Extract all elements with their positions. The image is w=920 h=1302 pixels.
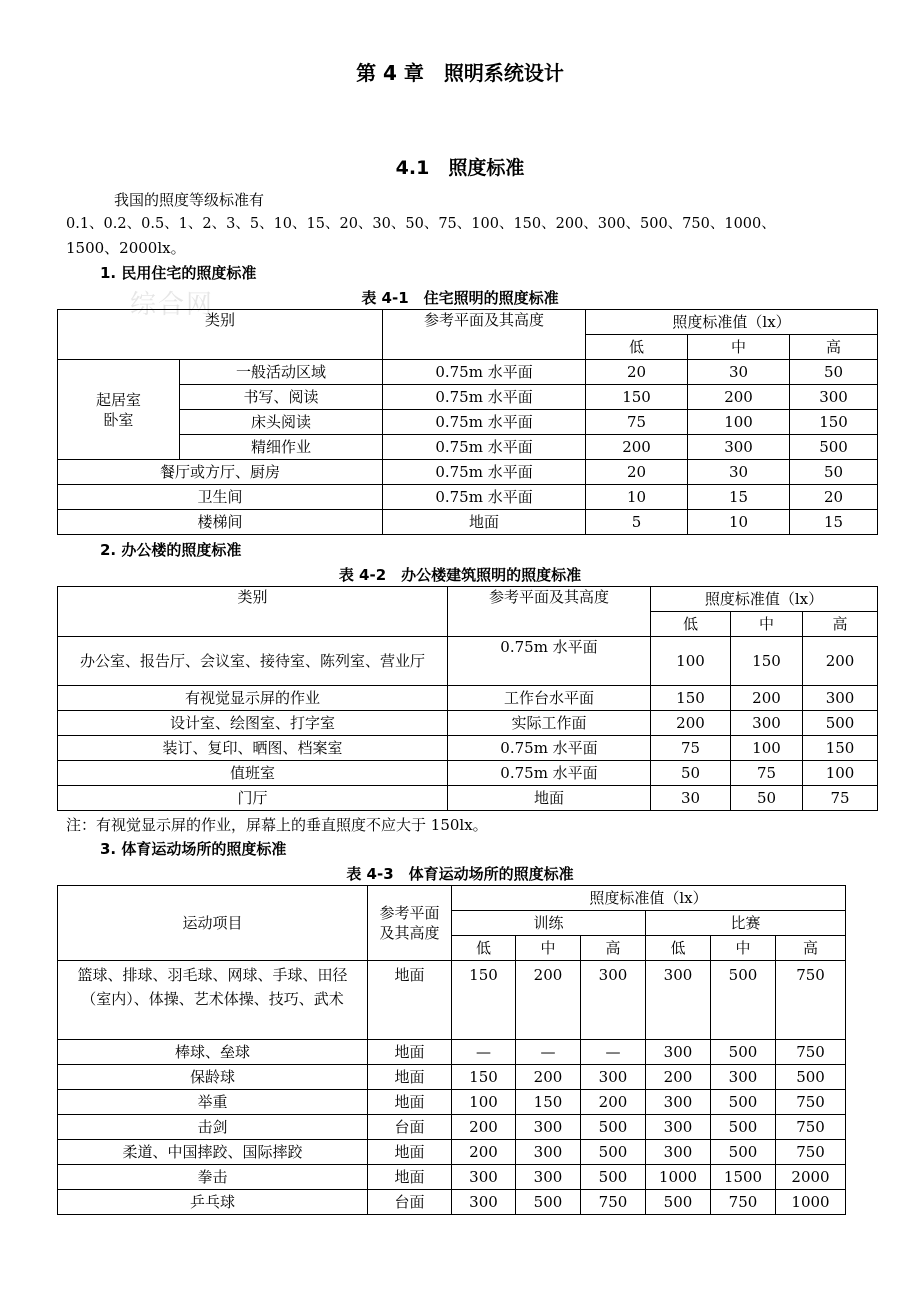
- row-training-high: 200: [581, 1090, 646, 1115]
- row-plane: 0.75m 水平面: [383, 435, 586, 460]
- table-4-3: [57, 885, 846, 1215]
- row-match-mid: 500: [711, 961, 776, 1040]
- row-mid: 100: [688, 410, 790, 435]
- table-4-1: [57, 309, 878, 535]
- section-title: 4.1 照度标准: [395, 157, 525, 179]
- row-training-high: 500: [581, 1140, 646, 1165]
- row-high: 15: [790, 510, 878, 535]
- header-training-mid: 中: [516, 936, 581, 961]
- table-row: [58, 736, 878, 761]
- header-mid: 中: [731, 612, 803, 637]
- table-row: [58, 435, 878, 460]
- row-match-low: 500: [646, 1190, 711, 1215]
- row-plane: 0.75m 水平面: [448, 637, 651, 686]
- row-low: 50: [651, 761, 731, 786]
- header-plane: 参考平面及其高度: [383, 310, 586, 360]
- row-training-high: 750: [581, 1190, 646, 1215]
- table-row: [58, 485, 878, 510]
- header-mid: 中: [688, 335, 790, 360]
- row-high: 100: [803, 761, 878, 786]
- row-name: 乒乓球: [58, 1190, 368, 1215]
- table-row: [58, 360, 878, 385]
- header-match: 比赛: [646, 911, 846, 936]
- row-match-low: 300: [646, 1040, 711, 1065]
- row-mid: 50: [731, 786, 803, 811]
- row-training-mid: 150: [516, 1090, 581, 1115]
- row-mid: 10: [688, 510, 790, 535]
- table-row: [58, 385, 878, 410]
- row-low: 20: [586, 460, 688, 485]
- heading-office: 2. 办公楼的照度标准: [100, 541, 242, 559]
- table-row: [58, 1190, 846, 1215]
- row-training-mid: 200: [516, 1065, 581, 1090]
- row-match-low: 300: [646, 1140, 711, 1165]
- row-training-mid: 200: [516, 961, 581, 1040]
- table-row: [58, 637, 878, 686]
- caption-table-4-3: 表 4-3 体育运动场所的照度标准: [346, 865, 574, 883]
- row-name: 保龄球: [58, 1065, 368, 1090]
- row-match-low: 200: [646, 1065, 711, 1090]
- row-training-low: —: [452, 1040, 516, 1065]
- row-plane: 地面: [368, 1165, 452, 1190]
- row-plane: 地面: [383, 510, 586, 535]
- row-name: 设计室、绘图室、打字室: [58, 711, 448, 736]
- row-high: 50: [790, 460, 878, 485]
- row-high: 500: [790, 435, 878, 460]
- table-row: [58, 1140, 846, 1165]
- row-high: 20: [790, 485, 878, 510]
- header-plane: 参考平面及其高度: [368, 886, 452, 961]
- header-high: 高: [790, 335, 878, 360]
- heading-residential: 1. 民用住宅的照度标准: [100, 264, 257, 282]
- table-row: [58, 1165, 846, 1190]
- row-mid: 300: [688, 435, 790, 460]
- row-training-mid: 500: [516, 1190, 581, 1215]
- row-low: 75: [586, 410, 688, 435]
- row-mid: 300: [731, 711, 803, 736]
- row-plane: 0.75m 水平面: [383, 485, 586, 510]
- row-plane: 地面: [368, 1040, 452, 1065]
- table-row: [58, 761, 878, 786]
- table-row: [58, 410, 878, 435]
- group-label: 起居室 卧室: [58, 360, 180, 460]
- header-match-mid: 中: [711, 936, 776, 961]
- row-name: 楼梯间: [58, 510, 383, 535]
- row-plane: 0.75m 水平面: [383, 410, 586, 435]
- row-low: 200: [586, 435, 688, 460]
- header-category: 类别: [58, 587, 448, 637]
- row-name: 办公室、报告厅、会议室、接待室、陈列室、营业厅: [58, 637, 448, 686]
- row-low: 5: [586, 510, 688, 535]
- row-mid: 100: [731, 736, 803, 761]
- row-match-mid: 500: [711, 1115, 776, 1140]
- row-training-low: 100: [452, 1090, 516, 1115]
- row-training-mid: 300: [516, 1165, 581, 1190]
- watermark: 综合网: [130, 290, 215, 320]
- row-name: 拳击: [58, 1165, 368, 1190]
- row-match-mid: 500: [711, 1140, 776, 1165]
- row-training-low: 200: [452, 1140, 516, 1165]
- row-plane: 0.75m 水平面: [383, 360, 586, 385]
- row-plane: 0.75m 水平面: [448, 761, 651, 786]
- row-high: 200: [803, 637, 878, 686]
- row-low: 20: [586, 360, 688, 385]
- row-match-mid: 500: [711, 1090, 776, 1115]
- table-row: [58, 686, 878, 711]
- row-low: 75: [651, 736, 731, 761]
- intro-line-1: 我国的照度等级标准有: [114, 191, 265, 209]
- row-name: 书写、阅读: [180, 385, 383, 410]
- row-name: 装订、复印、晒图、档案室: [58, 736, 448, 761]
- row-mid: 30: [688, 460, 790, 485]
- row-plane: 地面: [368, 961, 452, 1040]
- row-high: 300: [803, 686, 878, 711]
- table-row: [58, 1090, 846, 1115]
- row-mid: 200: [731, 686, 803, 711]
- row-mid: 150: [731, 637, 803, 686]
- row-plane: 地面: [368, 1140, 452, 1165]
- row-training-low: 200: [452, 1115, 516, 1140]
- caption-table-4-1: 表 4-1 住宅照明的照度标准: [361, 289, 559, 307]
- row-mid: 15: [688, 485, 790, 510]
- row-training-high: 300: [581, 1065, 646, 1090]
- row-low: 30: [651, 786, 731, 811]
- row-match-mid: 300: [711, 1065, 776, 1090]
- row-name: 篮球、排球、羽毛球、网球、手球、田径（室内）、体操、艺术体操、技巧、武术: [58, 961, 368, 1040]
- table-row: [58, 786, 878, 811]
- header-match-high: 高: [776, 936, 846, 961]
- row-low: 200: [651, 711, 731, 736]
- row-training-low: 300: [452, 1165, 516, 1190]
- chapter-title: 第 4 章 照明系统设计: [356, 61, 564, 85]
- row-name: 击剑: [58, 1115, 368, 1140]
- row-match-low: 300: [646, 1090, 711, 1115]
- row-plane: 地面: [448, 786, 651, 811]
- table-4-2: [57, 586, 878, 811]
- row-name: 卫生间: [58, 485, 383, 510]
- row-training-low: 150: [452, 1065, 516, 1090]
- row-plane: 0.75m 水平面: [383, 460, 586, 485]
- row-name: 一般活动区域: [180, 360, 383, 385]
- header-value: 照度标准值（lx）: [651, 587, 878, 612]
- row-plane: 实际工作面: [448, 711, 651, 736]
- table-row: [58, 510, 878, 535]
- intro-line-2: 0.1、0.2、0.5、1、2、3、5、10、15、20、30、50、75、100、150、200、300、500、750、1000、: [66, 216, 776, 232]
- row-name: 床头阅读: [180, 410, 383, 435]
- row-match-low: 300: [646, 961, 711, 1040]
- header-training: 训练: [452, 911, 646, 936]
- row-match-high: 750: [776, 1040, 846, 1065]
- row-training-high: 500: [581, 1115, 646, 1140]
- row-name: 门厅: [58, 786, 448, 811]
- row-mid: 200: [688, 385, 790, 410]
- header-plane: 参考平面及其高度: [448, 587, 651, 637]
- header-low: 低: [586, 335, 688, 360]
- intro-line-3: 1500、2000lx。: [66, 239, 186, 257]
- row-training-high: —: [581, 1040, 646, 1065]
- row-name: 柔道、中国摔跤、国际摔跤: [58, 1140, 368, 1165]
- row-plane: 工作台水平面: [448, 686, 651, 711]
- row-plane: 地面: [368, 1065, 452, 1090]
- row-match-high: 750: [776, 1090, 846, 1115]
- header-value: 照度标准值（lx）: [586, 310, 878, 335]
- row-high: 500: [803, 711, 878, 736]
- row-match-mid: 1500: [711, 1165, 776, 1190]
- row-match-high: 750: [776, 1140, 846, 1165]
- row-training-mid: 300: [516, 1115, 581, 1140]
- row-match-low: 1000: [646, 1165, 711, 1190]
- row-name: 精细作业: [180, 435, 383, 460]
- row-training-mid: —: [516, 1040, 581, 1065]
- row-name: 有视觉显示屏的作业: [58, 686, 448, 711]
- table-row: [58, 1040, 846, 1065]
- header-high: 高: [803, 612, 878, 637]
- row-plane: 0.75m 水平面: [448, 736, 651, 761]
- row-low: 100: [651, 637, 731, 686]
- table-row: [58, 711, 878, 736]
- row-match-mid: 750: [711, 1190, 776, 1215]
- header-match-low: 低: [646, 936, 711, 961]
- row-match-high: 1000: [776, 1190, 846, 1215]
- row-name: 举重: [58, 1090, 368, 1115]
- heading-sports: 3. 体育运动场所的照度标准: [100, 840, 287, 858]
- row-training-high: 300: [581, 961, 646, 1040]
- row-plane: 0.75m 水平面: [383, 385, 586, 410]
- row-mid: 75: [731, 761, 803, 786]
- table-row: [58, 1065, 846, 1090]
- row-training-high: 500: [581, 1165, 646, 1190]
- row-name: 餐厅或方厅、厨房: [58, 460, 383, 485]
- row-training-low: 150: [452, 961, 516, 1040]
- table-row: [58, 460, 878, 485]
- row-training-mid: 300: [516, 1140, 581, 1165]
- table-row: [58, 961, 846, 1040]
- row-high: 300: [790, 385, 878, 410]
- row-high: 75: [803, 786, 878, 811]
- header-sport: 运动项目: [58, 886, 368, 961]
- row-name: 值班室: [58, 761, 448, 786]
- header-category: 类别: [58, 310, 383, 360]
- header-training-high: 高: [581, 936, 646, 961]
- row-low: 150: [651, 686, 731, 711]
- header-training-low: 低: [452, 936, 516, 961]
- header-low: 低: [651, 612, 731, 637]
- row-match-high: 750: [776, 961, 846, 1040]
- note-office: 注：有视觉显示屏的作业，屏幕上的垂直照度不应大于 150lx。: [66, 816, 488, 834]
- row-low: 10: [586, 485, 688, 510]
- row-plane: 台面: [368, 1115, 452, 1140]
- row-match-high: 2000: [776, 1165, 846, 1190]
- row-high: 50: [790, 360, 878, 385]
- row-low: 150: [586, 385, 688, 410]
- row-mid: 30: [688, 360, 790, 385]
- row-match-low: 300: [646, 1115, 711, 1140]
- row-training-low: 300: [452, 1190, 516, 1215]
- row-name: 棒球、垒球: [58, 1040, 368, 1065]
- row-plane: 台面: [368, 1190, 452, 1215]
- table-row: [58, 1115, 846, 1140]
- row-match-high: 500: [776, 1065, 846, 1090]
- row-high: 150: [790, 410, 878, 435]
- row-plane: 地面: [368, 1090, 452, 1115]
- header-value: 照度标准值（lx）: [452, 886, 846, 911]
- row-high: 150: [803, 736, 878, 761]
- row-match-mid: 500: [711, 1040, 776, 1065]
- caption-table-4-2: 表 4-2 办公楼建筑照明的照度标准: [338, 566, 582, 584]
- row-match-high: 750: [776, 1115, 846, 1140]
